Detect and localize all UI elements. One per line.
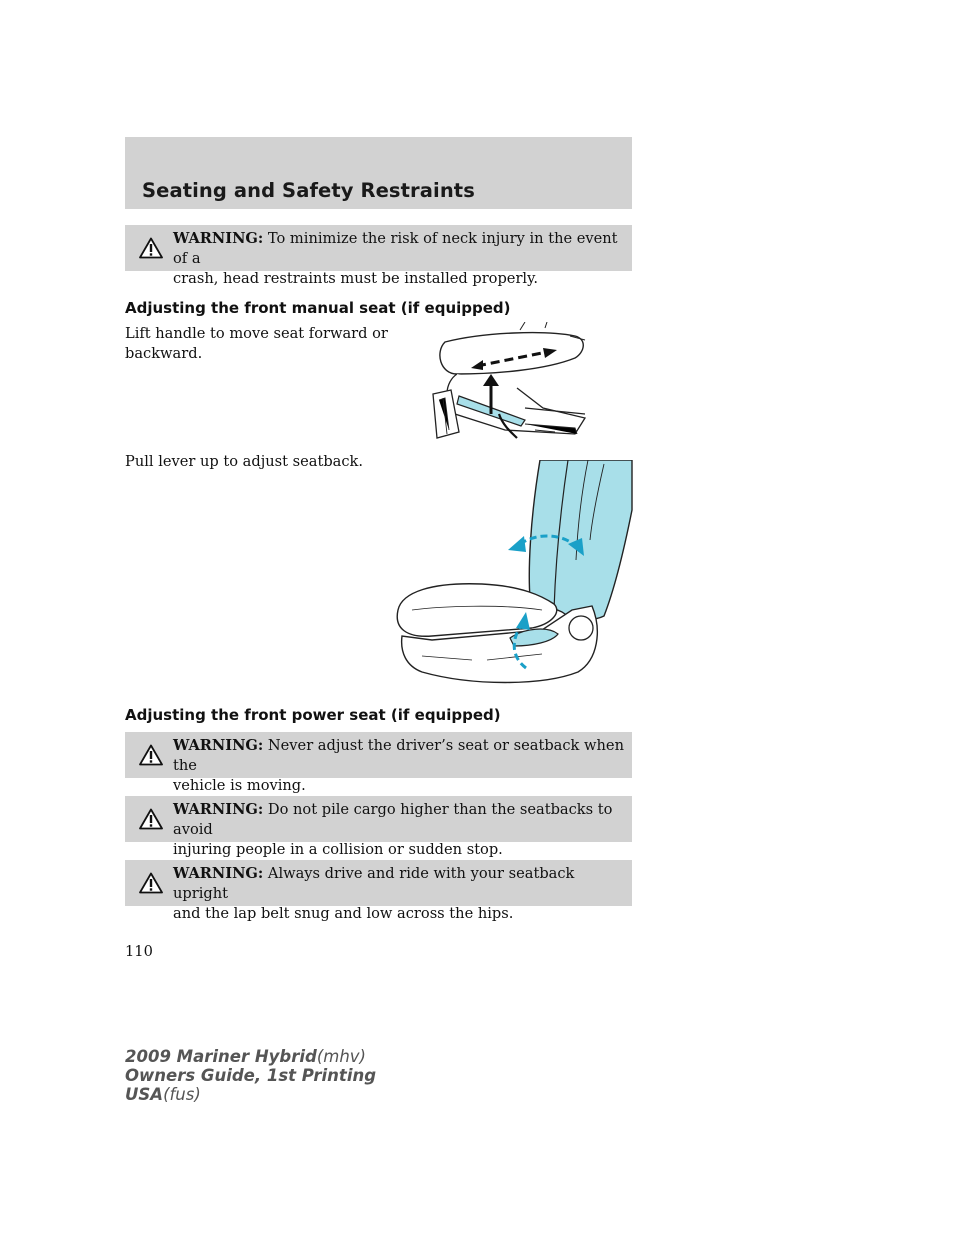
warning-text: WARNING: Always drive and ride with your seatback upright and the lap belt snug and low across the hips. [173,865,575,922]
warning-triangle-icon [139,872,163,894]
subheading-power-seat: Adjusting the front power seat (if equipped) [125,706,501,724]
warning-label: WARNING: [173,230,264,247]
section-header [125,137,632,209]
seat-track-illustration [425,322,595,444]
warning-triangle-icon [139,744,163,766]
warning-label: WARNING: [173,737,264,754]
warning-label: WARNING: [173,801,264,818]
paragraph-pull-lever: Pull lever up to adjust seatback. [125,453,364,470]
warning-triangle-icon [139,237,163,259]
page-number: 110 [125,943,153,960]
warning-text: WARNING: Never adjust the driver’s seat or seatback when the vehicle is moving. [173,737,624,794]
subheading-manual-seat: Adjusting the front manual seat (if equipped) [125,299,511,317]
warning-box-seatback-upright [125,860,632,922]
seatback-recline-illustration [392,460,634,688]
warning-box-driver-seat [125,732,632,794]
warning-box-head-restraints [125,225,632,287]
footer-line-region: USA(fus) [125,1085,201,1104]
warning-text: WARNING: Do not pile cargo higher than the seatbacks to avoid injuring people in a collision or sudden stop. [173,801,613,858]
warning-box-cargo [125,796,632,858]
footer-line-printing: Owners Guide, 1st Printing [125,1066,377,1085]
warning-text: WARNING: To minimize the risk of neck injury in the event of a crash, head restraints must be installed properly. [173,230,618,287]
warning-label: WARNING: [173,865,264,882]
section-title: Seating and Safety Restraints [142,179,475,202]
footer-line-model: 2009 Mariner Hybrid(mhv) [125,1047,366,1066]
document-footer [125,1047,376,1104]
warning-triangle-icon [139,808,163,830]
paragraph-lift-handle: Lift handle to move seat forward or backward. [125,325,388,362]
